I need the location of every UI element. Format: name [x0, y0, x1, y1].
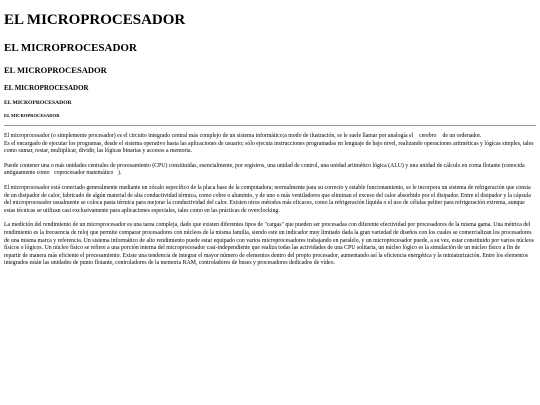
heading-level-3: EL MICROPROCESADOR: [4, 65, 107, 75]
paragraph-definition: El microprocesador (o simplemente procesador) es el circuito integrado central más complejo de un sistema informático;a modo de ilustración, se le suele llamar por analogía el  cerebro  de un ordenador.: [4, 133, 482, 139]
horizontal-rule: [4, 125, 536, 126]
heading-level-6: EL MICROPROCESADOR: [4, 113, 60, 118]
paragraph-performance: La medición del rendimiento de un microprocesador es una tarea compleja, dado que existen diferentes tipos de "cargas" que pueden ser procesadas con diferente efectividad por procesadores de la misma gama. Una métrica del rendimiento es la frecuencia de reloj que permite comparar procesadores con núcleos de la misma familia, siendo este un indicador muy limitado dada la gran variedad de diseños con los cuales se comercializan los procesadores de una misma marca y referencia. Un sistema informático de alto rendimiento puede estar equipado con varios microprocesadores trabajando en paralelo, y un microprocesador puede, a su vez, estar constituido por varios núcleos físicos o lógicos. Un núcleo físico se refiere a una porción interna del microprocesador casi-independiente que realiza todas las actividades de una CPU solitaria, un núcleo lógico es la simulación de un núcleo físico a fin de repartir de manera más eficiente el procesamiento. Existe una tendencia de integrar el mayor número de elementos dentro del propio procesador, aumentando así la eficiencia energética y la miniaturización. Entre los elementos integrados están las unidades de punto flotante, controladores de la memoria RAM, controladores de buses y procesadores dedicados de vídeo.: [4, 222, 534, 267]
paragraph-components: Puede contener una o más unidades centrales de procesamiento (CPU) constituidas, esencialmente, por registros, una unidad de control, una unidad aritmético lógica (ALU) y una unidad de cálculo en coma flotante (conocida antiguamente como coprocesador matemático ).: [4, 162, 525, 177]
heading-level-4: EL MICROPROCESADOR: [4, 84, 89, 92]
paragraph-intro: [4, 133, 536, 156]
heading-level-2: EL MICROPROCESADOR: [4, 42, 137, 54]
paragraph-cooling: El microprocesador está conectado generalmente mediante un zócalo específico de la placa base de la computadora; normalmente para su correcto y estable funcionamiento, se le incorpora un sistema de refrigeración que consta de un disipador de calor, fabricado de algún material de alta conductividad térmica, como cobre o aluminio, y de uno o más ventiladores que eliminan el exceso del calor absorbido por el disipador. Entre el disipador y la cápsula del microprocesador usualmente se coloca pasta térmica para mejorar la conductividad del calor. Existen otros métodos más eficaces, como la refrigeración líquida o el uso de células peltier para refrigeración extrema, aunque estas técnicas se utilizan casi exclusivamente para aplicaciones especiales, tales como en las prácticas de overclocking.: [4, 184, 531, 214]
paragraph-function: Es el encargado de ejecutar los programas, desde el sistema operativo hasta las aplicaciones de usuario; sólo ejecuta instrucciones programadas en lenguaje de bajo nivel, realizando operaciones aritméticas y lógicas simples, tales como sumar, restar, multiplicar, dividir, las lógicas binarias y accesos a memoria.: [4, 140, 534, 155]
heading-level-5: EL MICROPROCESADOR: [4, 100, 72, 106]
heading-level-1: EL MICROPROCESADOR: [4, 12, 186, 28]
